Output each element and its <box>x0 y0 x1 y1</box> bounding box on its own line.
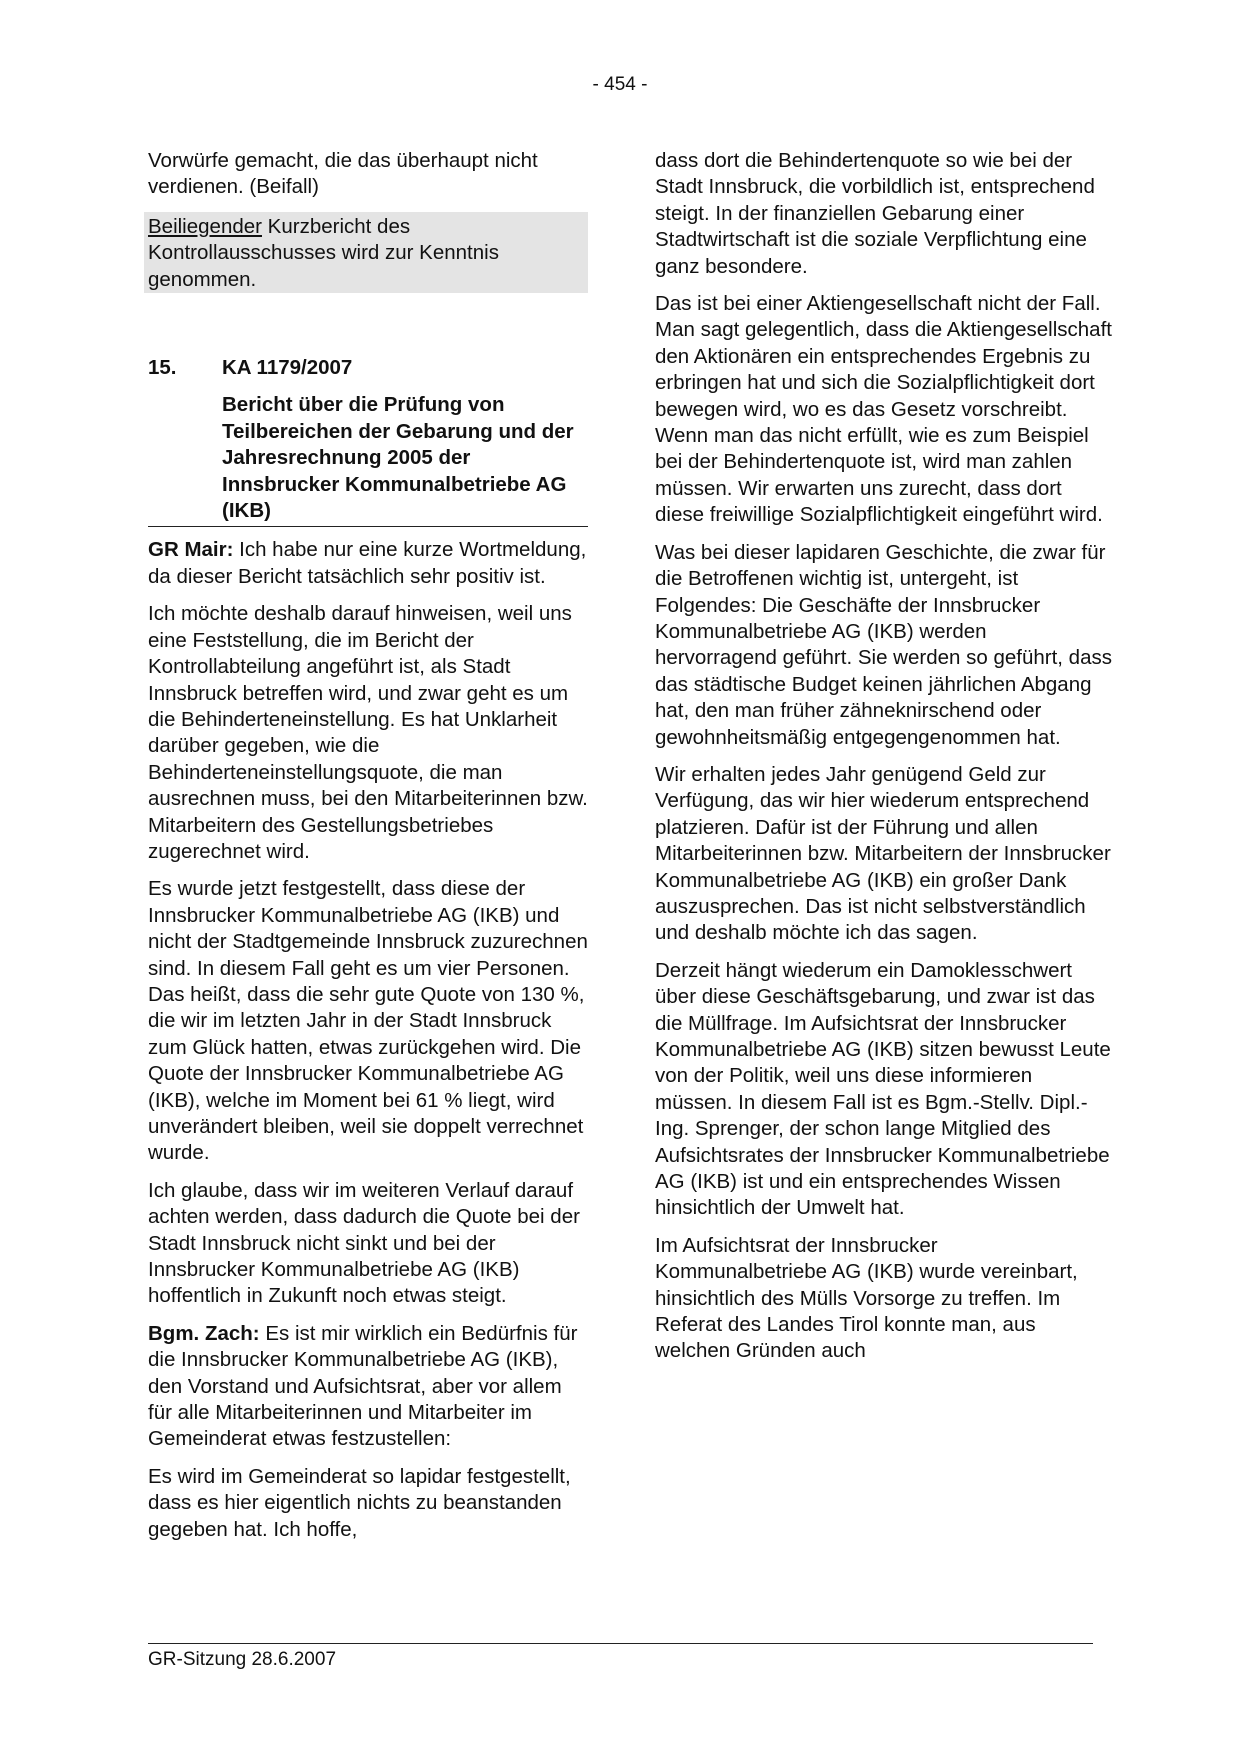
agenda-code: KA 1179/2007 <box>222 356 353 380</box>
paragraph: Wir erhalten jedes Jahr genügend Geld zur Verfügung, das wir hier wiederum entsprechend platzieren. Dafür ist der Führung und allen Mitarbeiterinnen bzw. Mitarbeitern der Innsbrucker Kommunalbetriebe AG (IKB) ein großer Dank auszusprechen. Das ist nicht selbstverständlich und deshalb möchte ich das sagen. <box>655 762 1111 945</box>
agenda-divider <box>148 526 588 527</box>
note-text: Kurzbericht des Kontrollausschusses wird zur Kenntnis genommen. <box>148 214 499 291</box>
paragraph <box>148 1321 588 1453</box>
paragraph: Was bei dieser lapidaren Geschichte, die zwar für die Betroffenen wichtig ist, untergeht, ist Folgendes: Die Geschäfte der Innsbrucker Kommunalbetriebe AG (IKB) werden hervorragend geführt. Sie werden so geführt, dass das städtische Budget keinen jährlichen Abgang hat, den man früher zähneknirschend oder gewohnheitsmäßig entgegengenommen hat. <box>655 540 1112 749</box>
left-column <box>148 148 588 1554</box>
speech-text: Es ist mir wirklich ein Bedürfnis für die Innsbrucker Kommunalbetriebe AG (IKB), den Vorstand und Aufsichtsrat, aber vor allem für alle Mitarbeiterinnen und Mitarbeiter im Gemeinderat etwas festzustellen: <box>148 1321 578 1451</box>
note-underlined-word: Beiliegender <box>148 214 262 238</box>
paragraph <box>148 537 588 590</box>
paragraph: Im Aufsichtsrat der Innsbrucker Kommunalbetriebe AG (IKB) wurde vereinbart, hinsichtlich des Mülls Vorsorge zu treffen. Im Referat des Landes Tirol konnte man, aus welchen Gründen auch <box>655 1233 1078 1363</box>
speaker-name: Bgm. Zach: <box>148 1321 260 1345</box>
paragraph: Es wurde jetzt festgestellt, dass diese der Innsbrucker Kommunalbetriebe AG (IKB) und nicht der Stadtgemeinde Innsbruck zuzurechnen sind. In diesem Fall geht es um vier Personen. Das heißt, dass die sehr gute Quote von 130 %, die wir im letzten Jahr in der Stadt Innsbruck zum Glück hatten, etwas zurückgehen wird. Die Quote der Innsbrucker Kommunalbetriebe AG (IKB), welche im Moment bei 61 % liegt, wird unverändert bleiben, weil sie doppelt verrechnet wurde. <box>148 877 588 1165</box>
speech-text: Ich habe nur eine kurze Wortmeldung, da dieser Bericht tatsächlich sehr positiv ist. <box>148 538 587 588</box>
page-number: - 454 - <box>592 74 648 95</box>
resolution-note <box>144 212 588 293</box>
paragraph: Das ist bei einer Aktiengesellschaft nicht der Fall. Man sagt gelegentlich, dass die Aktiengesellschaft den Aktionären ein entsprechendes Ergebnis zu erbringen hat und sich die Sozialpflichtigkeit dort bewegen wird, wo es das Gesetz vorschreibt. Wenn man das nicht erfüllt, wie es zum Beispiel bei der Behindertenquote ist, wird man zahlen müssen. Wir erwarten uns zurecht, dass dort diese freiwillige Sozialpflichtigkeit eingeführt wird. <box>655 292 1112 527</box>
agenda-title: Bericht über die Prüfung von Teilbereichen der Gebarung und der Jahresrechnung 2005 der Innsbrucker Kommunalbetriebe AG (IKB) <box>222 393 574 523</box>
footer-session-date: GR-Sitzung 28.6.2007 <box>148 1649 337 1670</box>
paragraph: Ich möchte deshalb darauf hinweisen, weil uns eine Feststellung, die im Bericht der Kontrollabteilung angeführt ist, als Stadt Innsbruck betreffen wird, und zwar geht es um die Behinderteneinstellung. Es hat Unklarheit darüber gegeben, wie die Behinderteneinstellungsquote, die man ausrechnen muss, bei den Mitarbeiterinnen bzw. Mitarbeitern des Gestellungsbetriebes zugerechnet wird. <box>148 602 588 863</box>
paragraph: Ich glaube, dass wir im weiteren Verlauf darauf achten werden, dass dadurch die Quote bei der Stadt Innsbruck nicht sinkt und bei der Innsbrucker Kommunalbetriebe AG (IKB) hoffentlich in Zukunft noch etwas steigt. <box>148 1178 580 1308</box>
speaker-name: GR Mair: <box>148 538 234 562</box>
paragraph: Derzeit hängt wiederum ein Damoklesschwert über diese Geschäftsgebarung, und zwar ist das die Müllfrage. Im Aufsichtsrat der Innsbrucker Kommunalbetriebe AG (IKB) sitzen bewusst Leute von der Politik, weil uns diese informieren müssen. In diesem Fall ist es Bgm.-Stellv. Dipl.-Ing. Sprenger, der schon lange Mitglied des Aufsichtsrates der Innsbrucker Kommunalbetriebe AG (IKB) ist und ein entsprechendes Wissen hinsichtlich der Umwelt hat. <box>655 958 1111 1220</box>
paragraph: Es wird im Gemeinderat so lapidar festgestellt, dass es hier eigentlich nichts zu beanstanden gegeben hat. Ich hoffe, <box>148 1464 571 1541</box>
paragraph: dass dort die Behindertenquote so wie bei der Stadt Innsbruck, die vorbildlich ist, entsprechend steigt. In der finanziellen Gebarung einer Stadtwirtschaft ist die soziale Verpflichtung eine ganz besondere. <box>655 149 1095 278</box>
agenda-number: 15. <box>148 356 177 380</box>
footer-divider <box>148 1643 1093 1644</box>
right-column <box>655 148 1113 1376</box>
paragraph: Vorwürfe gemacht, die das überhaupt nicht verdienen. (Beifall) <box>148 149 538 199</box>
agenda-item <box>148 355 588 527</box>
